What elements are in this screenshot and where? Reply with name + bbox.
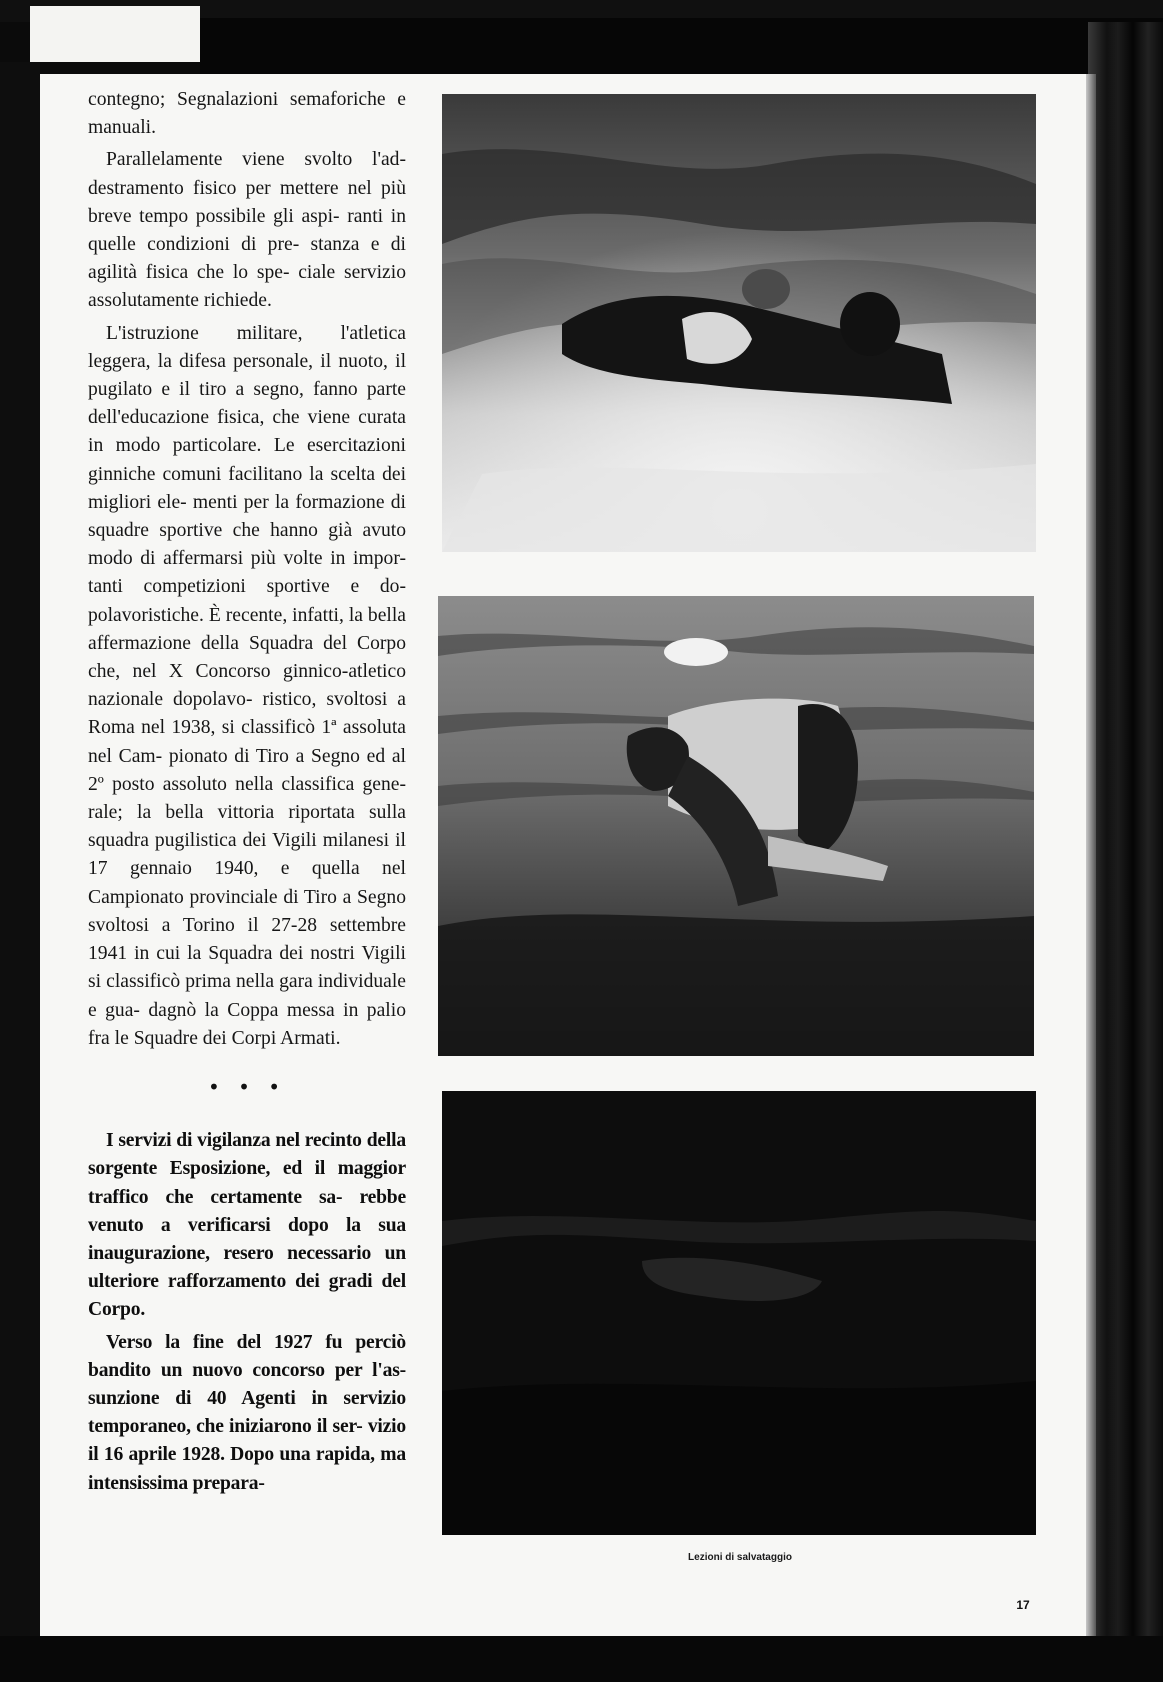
text-line: maggior traffico che certamente sa- <box>88 1158 406 1208</box>
text-line: contegno; Segnalazioni semaforiche <box>88 89 386 110</box>
text-line: bella affermazione della Squadra <box>88 604 406 654</box>
text-line: della sorgente Esposizione, ed il <box>88 1130 406 1180</box>
scan-corner-tab <box>30 6 200 62</box>
text-line: vizio il 16 aprile 1928. Dopo una <box>88 1416 406 1466</box>
scan-left-border <box>0 62 40 1682</box>
text-line: ristico, svoltosi a Roma nel 1938, <box>88 689 406 739</box>
text-line: temporaneo, che iniziarono il ser- <box>88 1416 363 1438</box>
text-line: tanti competizioni sportive e do- <box>88 576 406 598</box>
text-line: Parallelamente viene svolto l'ad- <box>106 149 406 171</box>
text-line: rale; la bella vittoria riportata <box>88 802 355 824</box>
text-line: destramento fisico per mettere nel <box>88 177 372 199</box>
text-line: stanza e di agilità fisica che lo spe- <box>88 234 406 284</box>
text-line: viene curata in modo particolare. <box>88 407 406 457</box>
article-text-column <box>88 86 406 1502</box>
text-line: ciale servizio assolutamente richiede. <box>88 262 406 312</box>
text-line: più breve tempo possibile gli aspi- <box>88 177 406 227</box>
text-line: parte dell'educazione fisica, che <box>88 379 406 429</box>
text-line: di Tiro a Segno svoltosi a Torino <box>88 886 407 936</box>
page-edge-shadow <box>1086 74 1096 1636</box>
text-line: Le esercitazioni ginniche comuni <box>88 435 406 485</box>
text-line: pionato di Tiro a Segno ed al 2º <box>88 745 406 795</box>
text-line: rapida, ma intensissima prepara- <box>88 1444 406 1494</box>
paragraph-4 <box>88 1127 406 1324</box>
text-line: Squadra dei nostri Vigili si classificò <box>88 943 406 993</box>
text-line: L'istruzione militare, l'atletica <box>106 322 406 344</box>
text-line: sportive che hanno già avuto modo <box>88 520 406 570</box>
text-line: I servizi di vigilanza nel recinto <box>106 1130 362 1152</box>
text-line: del Corpo che, nel X Concorso <box>88 632 406 683</box>
text-line: prima nella gara individuale e gua- <box>88 971 406 1021</box>
paragraph-5 <box>88 1329 406 1498</box>
text-line: leggera, la difesa personale, il nuoto, <box>88 350 388 372</box>
text-line: ranti in quelle condizioni di pre- <box>88 205 407 256</box>
text-line: sua inaugurazione, resero necessario <box>88 1214 406 1264</box>
text-line: di affermarsi più volte in impor- <box>140 548 406 570</box>
text-line: menti per la formazione di squadre <box>88 491 406 542</box>
paragraph-1 <box>88 86 406 142</box>
text-line: Verso la fine del 1927 fu perciò <box>106 1331 406 1353</box>
text-line: del Corpo. <box>88 1271 406 1321</box>
text-line: milanesi il 17 gennaio 1940, e <box>88 830 406 880</box>
text-line: polavoristiche. È recente, infatti, la <box>88 604 363 626</box>
text-line: rebbe venuto a verificarsi dopo la <box>88 1186 406 1236</box>
text-line: le Squadre dei Corpi Armati. <box>114 1027 341 1049</box>
section-separator: • • • <box>207 1074 287 1099</box>
book-spine-edge <box>1088 22 1163 1682</box>
photo-caption: Lezioni di salvataggio <box>688 1552 792 1563</box>
text-line: il 27-28 settembre 1941 in cui la <box>88 914 406 965</box>
text-line: facilitano la scelta dei migliori ele- <box>88 463 407 513</box>
text-line: e manuali. <box>88 89 406 139</box>
text-line: sunzione di 40 Agenti in servizio <box>88 1387 406 1409</box>
text-line: bandito un nuovo concorso per l'as- <box>88 1359 406 1381</box>
photo-rescue-swimmers <box>442 94 1036 552</box>
scan-bottom-border <box>0 1636 1163 1682</box>
text-line: quella nel Campionato provinciale <box>88 858 406 908</box>
scan-top-shadow <box>200 18 1163 78</box>
paragraph-2 <box>88 146 406 315</box>
text-line: si classificò 1ª assoluta nel Cam- <box>88 717 406 767</box>
text-line: ginnico-atletico nazionale dopolavo- <box>88 661 406 711</box>
paragraph-3 <box>88 320 406 1053</box>
text-line: sulla squadra pugilistica dei Vigili <box>88 802 406 852</box>
page-number: 17 <box>1016 1598 1030 1612</box>
text-line: il pugilato e il tiro a segno, fanno <box>88 350 407 401</box>
text-line: un ulteriore rafforzamento dei gradi <box>88 1242 406 1293</box>
photo-rescuer-shoreline <box>438 596 1034 1056</box>
text-line: dagnò la Coppa messa in palio fra <box>88 999 406 1049</box>
text-line: posto assoluto nella classifica gene- <box>112 773 407 795</box>
photo-dark-water <box>442 1091 1036 1535</box>
